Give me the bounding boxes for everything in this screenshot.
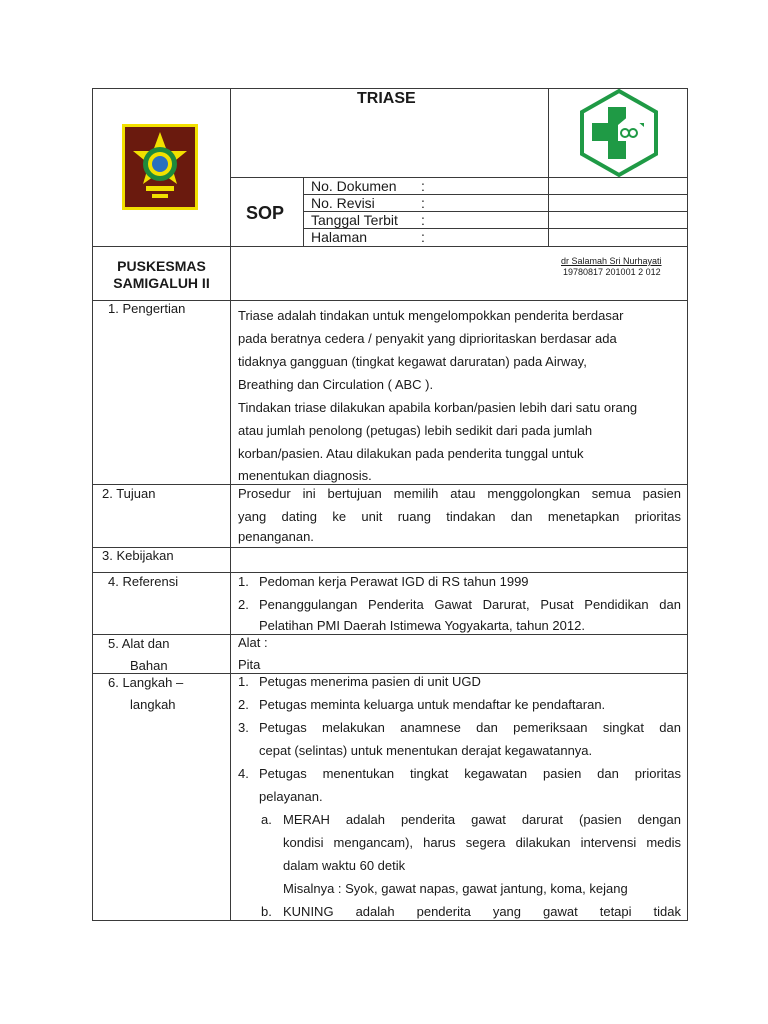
section-label-langkah: langkah [130,697,176,712]
text-line: pada beratnya cedera / penyakit yang diprioritaskan berdasar ada [238,331,617,346]
alat-text: Alat : [238,635,268,650]
list-number: 2. [238,697,249,712]
list-item [238,716,681,762]
text-line: tidaknya gangguan (tingkat kegawat daruratan) pada Airway, [238,354,587,369]
section-label-referensi: 4. Referensi [108,574,179,589]
section-label-pengertian: 1. Pengertian [108,301,186,316]
text-line: menentukan diagnosis. [238,468,372,483]
text-line: Penanggulangan Penderita Gawat Darurat, Pusat Pendidikan dan [259,597,681,612]
text-line: Petugas meminta keluarga untuk mendaftar ke pendaftaran. [259,697,606,712]
doc-field-sep: : [421,229,425,245]
alat-text: Pita [238,657,261,672]
health-ministry-logo [578,87,660,179]
section-label-langkah: 6. Langkah – [108,675,184,690]
text-line: Pelatihan PMI Daerah Istimewa Yogyakarta, tahun 2012. [259,618,585,633]
org-name: SAMIGALUH II [113,275,210,291]
sub-list-item [238,900,681,923]
list-number: 2. [238,597,249,612]
list-letter: a. [261,812,272,827]
list-item [238,670,681,693]
table-border-right [687,88,688,921]
row-divider [548,194,688,195]
list-number: 3. [238,720,249,735]
list-number: 1. [238,574,249,589]
tujuan-text [238,482,681,545]
table-border-left [92,88,93,921]
referensi-list [238,570,681,634]
doc-field-sep: : [421,178,425,194]
row-divider [92,246,688,247]
text-line: korban/pasien. Atau dilakukan pada penderita tunggal untuk [238,446,584,461]
list-number: 4. [238,766,249,781]
text-line: Pedoman kerja Perawat IGD di RS tahun 1999 [259,574,529,589]
doc-field-label: Halaman [311,229,368,245]
signatory-id: 19780817 201001 2 012 [563,267,661,277]
text-line: kondisi mengancam), harus segera dilakukan intervensi medis [283,835,681,850]
section-label-tujuan: 2. Tujuan [102,486,156,501]
text-line: MERAH adalah penderita gawat darurat (pasien dengan [283,812,681,827]
document-title: TRIASE [357,90,416,107]
text-line: penanganan. [238,529,314,544]
sub-list-item [238,808,681,900]
org-name: PUSKESMAS [117,258,206,274]
text-line: pelayanan. [259,789,323,804]
list-item [238,762,681,808]
doc-field-label: No. Revisi [311,195,375,211]
puskesmas-emblem [122,124,198,210]
text-line: Prosedur ini bertujuan memilih atau menggolongkan semua pasien [238,486,681,501]
text-line: Misalnya : Syok, gawat napas, gawat jantung, koma, kejang [283,881,628,896]
list-letter: b. [261,904,272,919]
section-label-kebijakan: 3. Kebijakan [102,548,174,563]
column-divider [548,88,549,247]
row-divider [92,547,688,548]
list-item [238,570,681,593]
pengertian-text [238,304,683,484]
text-line: Breathing dan Circulation ( ABC ). [238,377,434,392]
column-divider [230,88,231,921]
doc-field-sep: : [421,212,425,228]
text-line: KUNING adalah penderita yang gawat tetapi tidak [283,904,681,919]
doc-field-label: Tanggal Terbit [311,212,398,228]
section-label-alat: 5. Alat dan [108,636,170,651]
text-line: Petugas melakukan anamnese dan pemeriksaan singkat dan [259,720,681,735]
list-item [238,693,681,716]
row-divider [92,634,688,635]
list-number: 1. [238,674,249,689]
column-divider [303,177,304,247]
text-line: cepat (selintas) untuk menentukan derajat kegawatannya. [259,743,593,758]
text-line: yang dating ke unit ruang tindakan dan menetapkan prioritas [238,509,681,524]
section-label-alat: Bahan [130,658,168,673]
sop-label: SOP [246,203,285,223]
doc-field-sep: : [421,195,425,211]
text-line: atau jumlah penolong (petugas) lebih sedikit dari pada jumlah [238,423,593,438]
doc-field-label: No. Dokumen [311,178,397,194]
text-line: dalam waktu 60 detik [283,858,406,873]
text-line: Triase adalah tindakan untuk mengelompokkan penderita berdasar [238,308,624,323]
text-line: Petugas menentukan tingkat kegawatan pasien dan prioritas [259,766,681,781]
text-line: Tindakan triase dilakukan apabila korban/pasien lebih dari satu orang [238,400,638,415]
signatory-name: dr Salamah Sri Nurhayati [561,256,662,266]
langkah-list [238,670,681,923]
text-line: Petugas menerima pasien di unit UGD [259,674,481,689]
list-item [238,593,681,634]
